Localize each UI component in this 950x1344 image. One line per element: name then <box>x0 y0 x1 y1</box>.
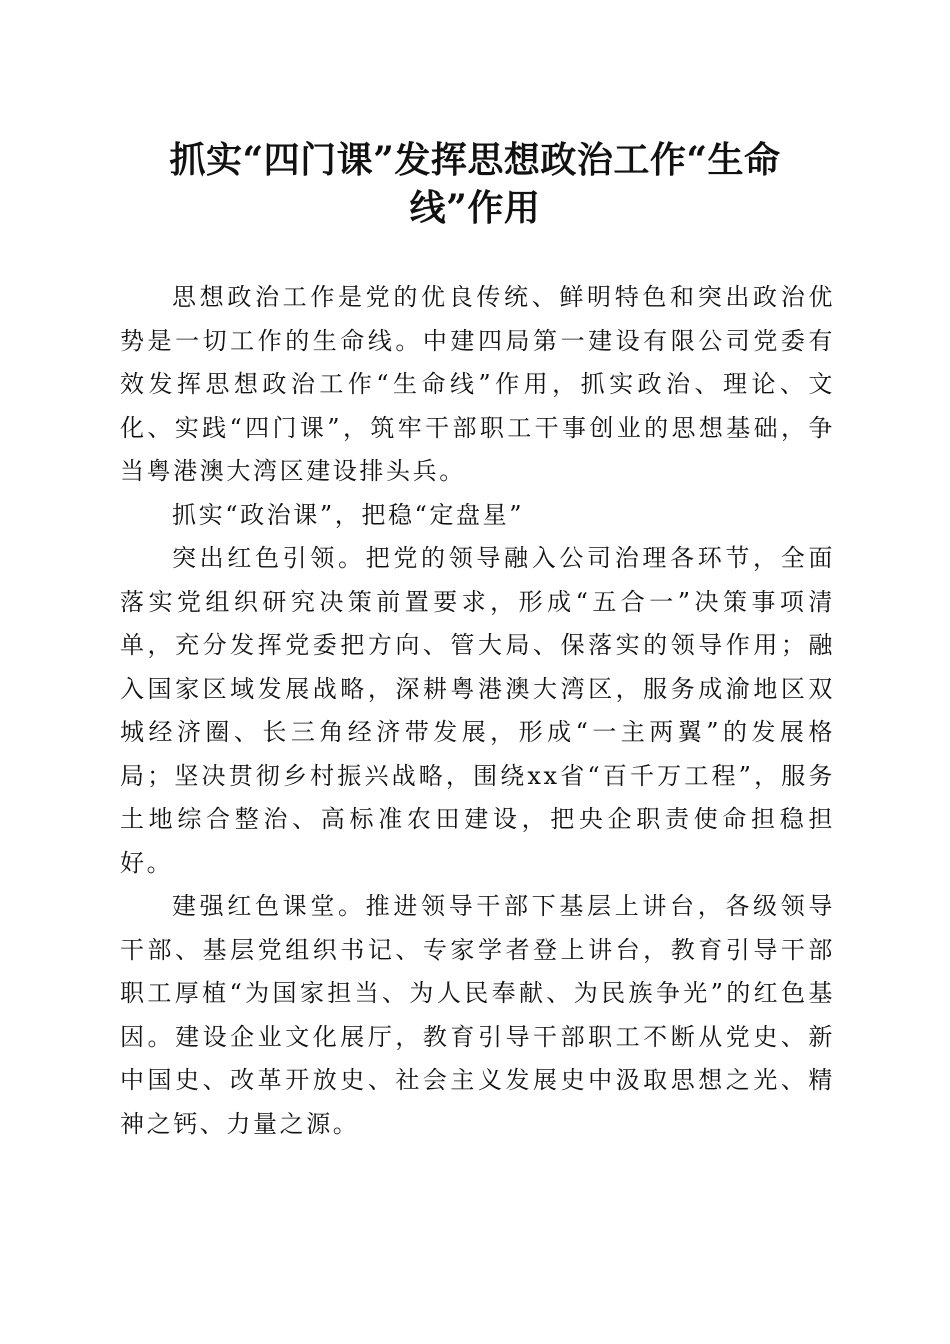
title-line-2: 线”作用 <box>409 187 541 229</box>
document-title <box>120 136 830 232</box>
paragraph-intro: 思想政治工作是党的优良传统、鲜明特色和突出政治优势是一切工作的生命线。中建四局第一建设有限公司党委有效发挥思想政治工作“生命线”作用，抓实政治、理论、文化、实践“四门课”，筑牢干部职工干事创业的思想基础，争当粤港澳大湾区建设排头兵。 <box>120 283 835 485</box>
title-line-1: 抓实“四门课”发挥思想政治工作“生命 <box>169 139 781 181</box>
document-body <box>120 276 835 1146</box>
paragraph-red-classroom: 建强红色课堂。推进领导干部下基层上讲台，各级领导干部、基层党组织书记、专家学者登上讲台，教育引导干部职工厚植“为国家担当、为人民奉献、为民族争光”的红色基因。建设企业文化展厅，教育引导干部职工不断从党史、新中国史、改革开放史、社会主义发展史中汲取思想之光、精神之钙、力量之源。 <box>120 892 835 1138</box>
section-heading: 抓实“政治课”，把稳“定盘星” <box>172 500 525 529</box>
paragraph-red-leadership: 突出红色引领。把党的领导融入公司治理各环节，全面落实党组织研究决策前置要求，形成“五合一”决策事项清单，充分发挥党委把方向、管大局、保落实的领导作用；融入国家区域发展战略，深耕粤港澳大湾区，服务成渝地区双城经济圈、长三角经济带发展，形成“一主两翼”的发展格局；坚决贯彻乡村振兴战略，围绕xx省“百千万工程”，服务土地综合整治、高标准农田建设，把央企职责使命担稳担好。 <box>120 544 835 877</box>
